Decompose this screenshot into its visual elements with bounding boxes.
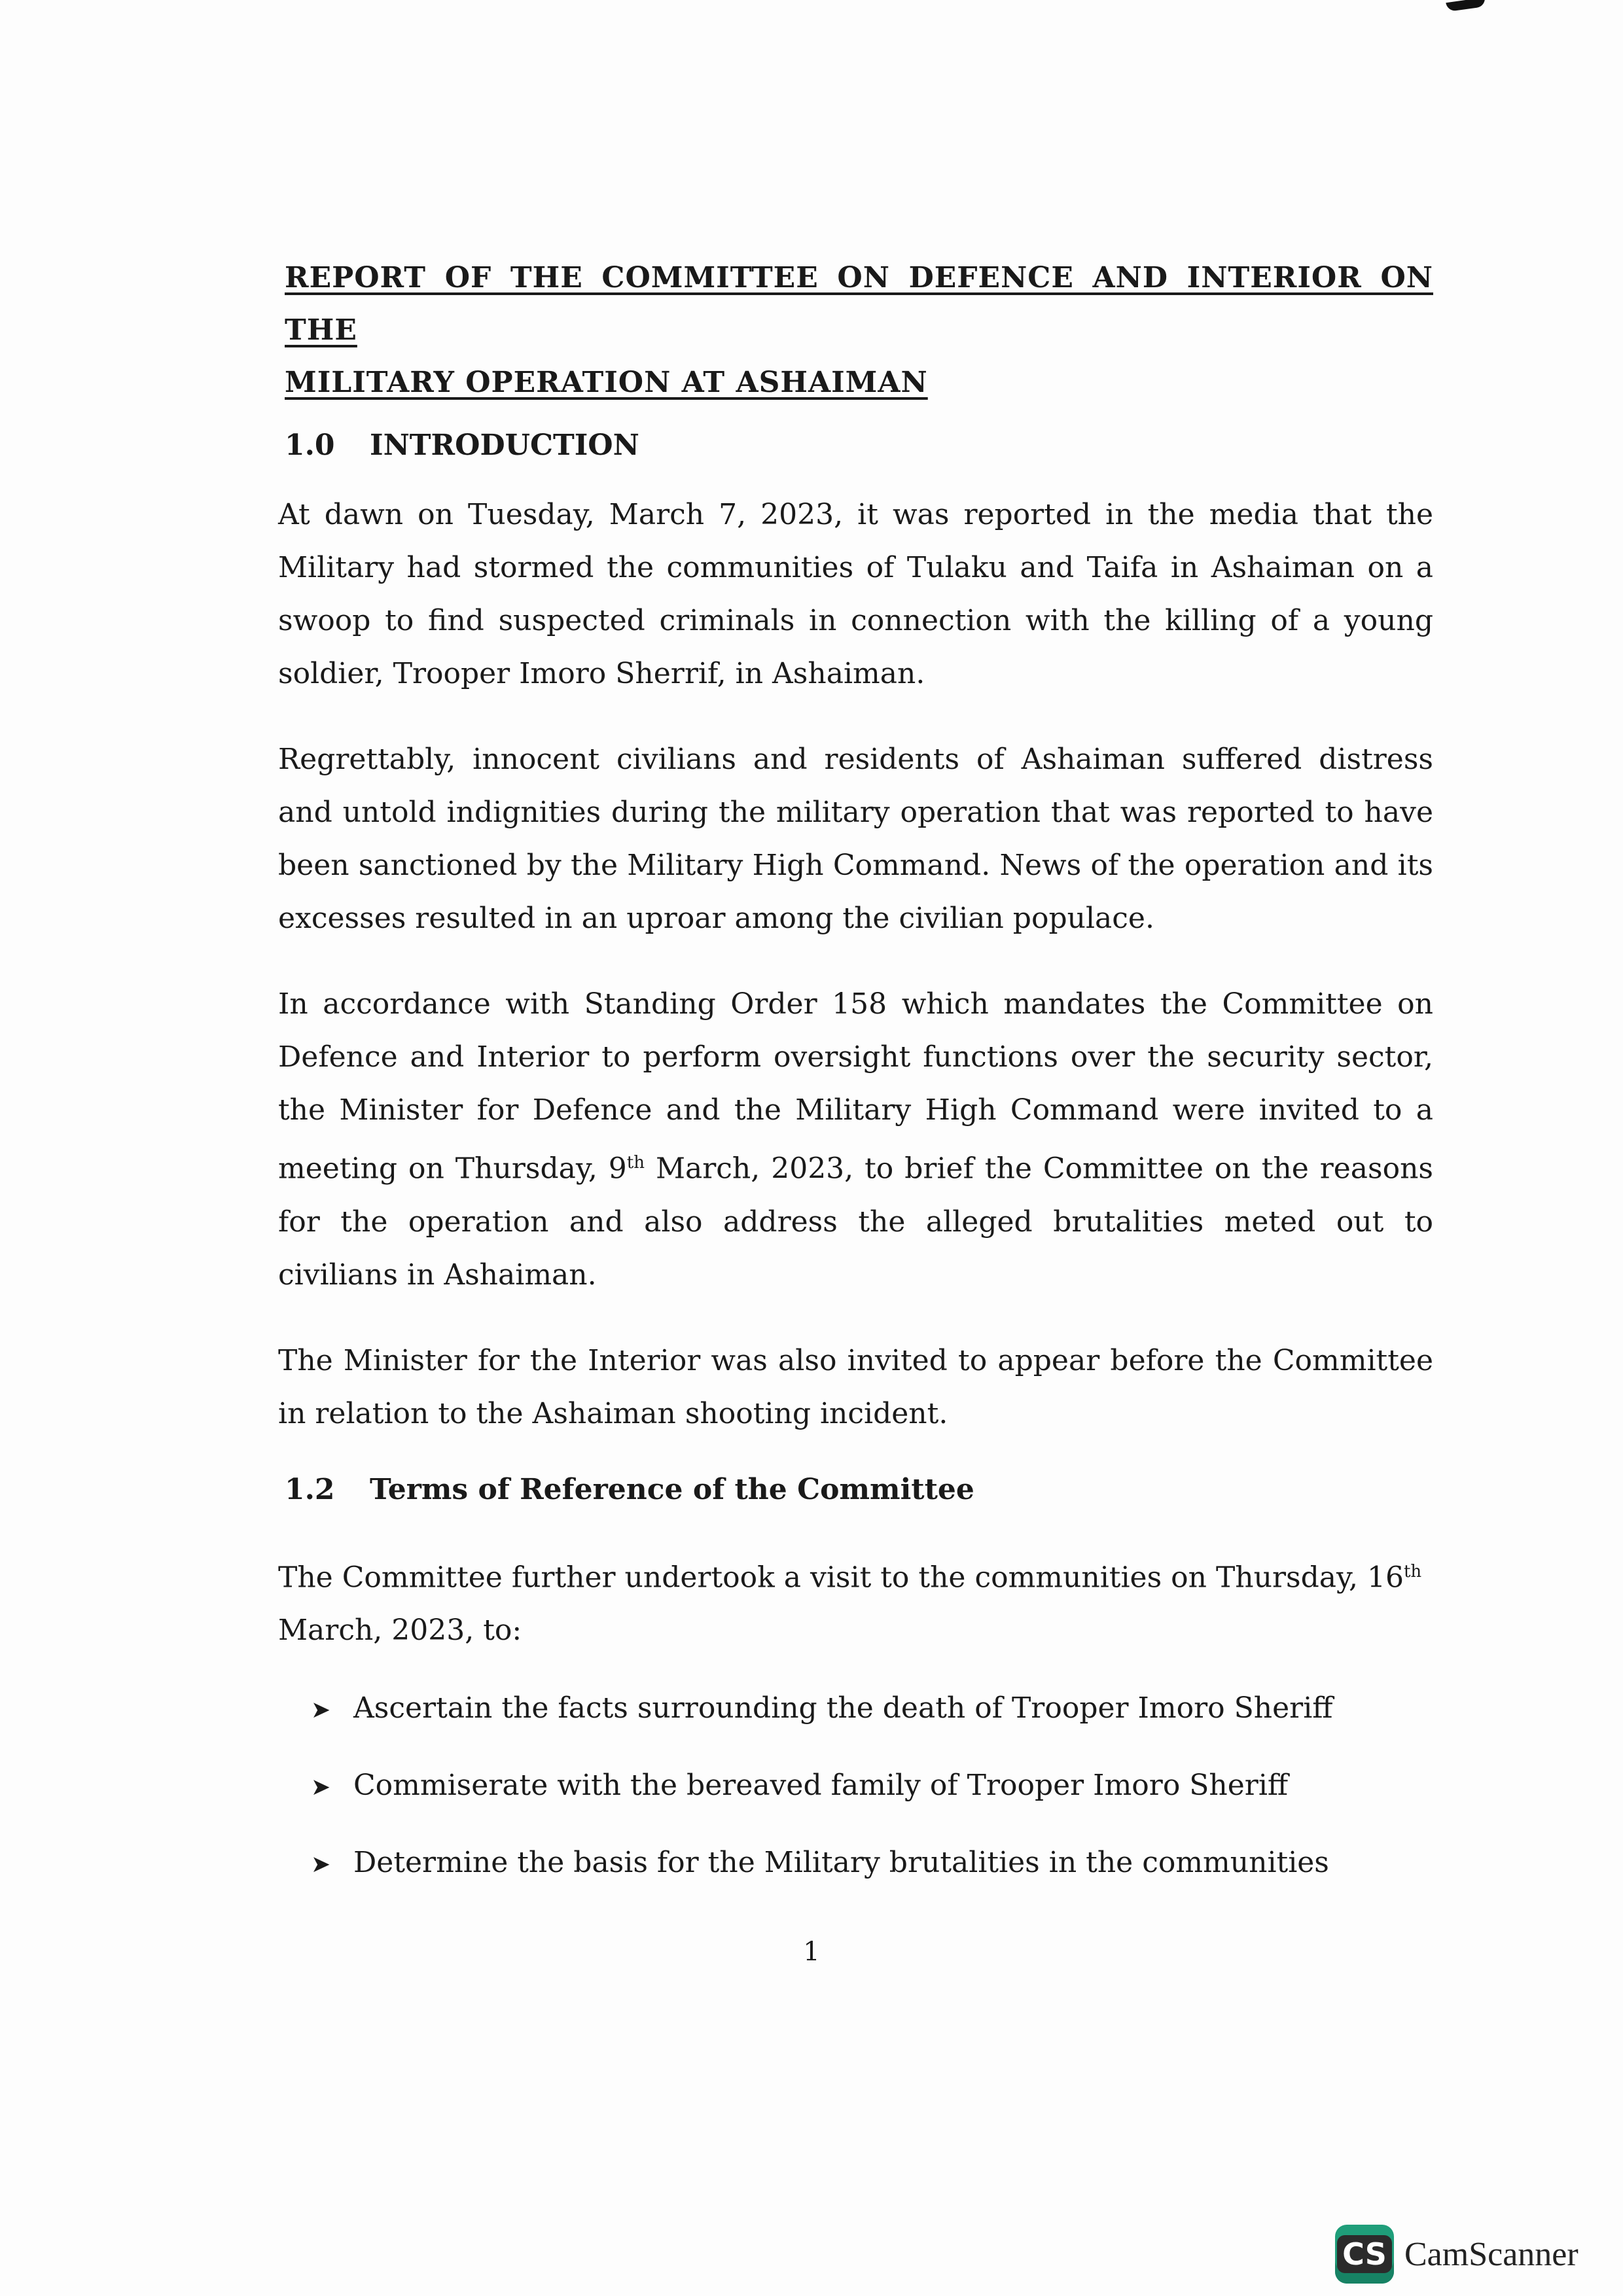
list-item-text: Commiserate with the bereaved family of Trooper Imoro Sheriff — [353, 1769, 1289, 1803]
document-content — [272, 252, 1433, 1921]
terms-intro — [278, 1545, 1433, 1657]
paragraph-4: The Minister for the Interior was also invited to appear before the Committee in relation to the Ashaiman shooting incident. — [278, 1343, 1433, 1430]
section-heading-introduction — [285, 429, 1433, 462]
scan-corner-mark — [1446, 0, 1486, 12]
terms-list — [311, 1689, 1433, 1884]
arrow-bullet-icon: ➤ — [311, 1697, 331, 1724]
list-item-text: Ascertain the facts surrounding the death of Trooper Imoro Sheriff — [353, 1691, 1333, 1725]
camscanner-logo-text: CS — [1337, 2235, 1392, 2273]
paragraph-3-part-2: March, 2023, to brief the Committee on the reasons for the operation and also address the alleged brutalities meted out to civilians in Ashaiman. — [278, 1152, 1433, 1292]
list-item — [311, 1689, 1433, 1729]
list-item — [311, 1844, 1433, 1884]
terms-intro-part-1: The Committee further undertook a visit to the communities on Thursday, 16 — [278, 1561, 1404, 1595]
arrow-bullet-icon: ➤ — [311, 1774, 331, 1801]
section-title: INTRODUCTION — [370, 429, 639, 462]
paragraph-3-part-1: In accordance with Standing Order 158 which mandates the Committee on Defence and Interior to perform oversight functions over the security sector, the Minister for Defence and the Military High Command were invited to a meeting on Thursday, 9 — [278, 987, 1433, 1186]
section-number: 1.0 — [285, 429, 335, 462]
section-title: Terms of Reference of the Committee — [370, 1472, 974, 1506]
paragraph-3 — [278, 978, 1433, 1301]
report-title-line-1: REPORT OF THE COMMITTEE ON DEFENCE AND INTERIOR ON THE — [285, 261, 1433, 347]
section-heading-terms — [285, 1473, 1433, 1506]
ordinal-suffix: th — [1403, 1561, 1422, 1581]
camscanner-brand: CamScanner — [1404, 2235, 1578, 2273]
report-title — [285, 252, 1433, 409]
paragraph-1: At dawn on Tuesday, March 7, 2023, it was reported in the media that the Military had stormed the communities of Tulaku and Taifa in Ashaiman on a swoop to find suspected criminals in connection with the killing of a young soldier, Trooper Imoro Sherrif, in Ashaiman. — [278, 498, 1433, 690]
list-item-text: Determine the basis for the Military brutalities in the communities — [353, 1846, 1329, 1880]
ordinal-suffix: th — [626, 1153, 645, 1173]
camscanner-logo-icon — [1335, 2225, 1394, 2284]
terms-intro-part-2: March, 2023, to: — [278, 1614, 522, 1648]
arrow-bullet-icon: ➤ — [311, 1851, 331, 1879]
report-title-line-2: MILITARY OPERATION AT ASHAIMAN — [285, 366, 928, 399]
list-item — [311, 1767, 1433, 1807]
camscanner-watermark — [1335, 2225, 1578, 2284]
paragraph-2: Regrettably, innocent civilians and residents of Ashaiman suffered distress and untold indignities during the military operation that was reported to have been sanctioned by the Military High Command. News of the operation and its excesses resulted in an uproar among the civilian populace. — [278, 743, 1433, 935]
section-number: 1.2 — [285, 1472, 335, 1506]
page-number: 1 — [803, 1937, 820, 1967]
